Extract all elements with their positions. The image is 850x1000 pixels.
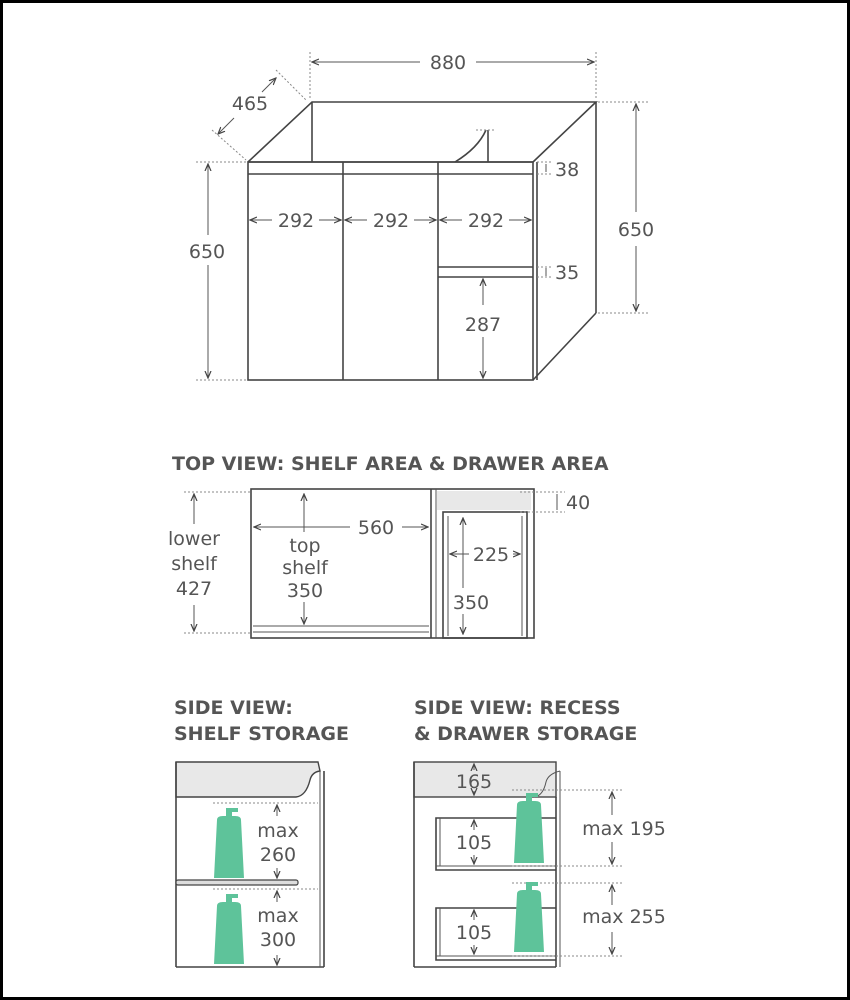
top-view-title: TOP VIEW: SHELF AREA & DRAWER AREA bbox=[172, 453, 609, 475]
lower-shelf-label-1: lower bbox=[168, 528, 220, 550]
bottle-icon-upper bbox=[214, 808, 244, 878]
dim-drawer-width: 225 bbox=[472, 544, 510, 566]
lower-shelf-label-2: shelf bbox=[171, 553, 217, 575]
dim-drawer-depth: 350 bbox=[452, 592, 490, 614]
shelf-upper-value: 260 bbox=[259, 844, 297, 866]
dim-upper-drawer: 105 bbox=[455, 832, 493, 854]
top-view bbox=[168, 453, 609, 638]
bottle-icon-upper-drawer bbox=[514, 793, 544, 863]
side-shelf-title-2: SHELF STORAGE bbox=[174, 723, 349, 745]
dim-door-3: 292 bbox=[467, 210, 505, 232]
bottle-icon-lower-drawer bbox=[514, 882, 544, 952]
dim-width: 880 bbox=[429, 52, 467, 74]
side-shelf-title-1: SIDE VIEW: bbox=[174, 697, 293, 719]
shelf-upper-label: max bbox=[257, 820, 299, 842]
bottle-icon-lower bbox=[214, 894, 244, 964]
dim-height-left: 650 bbox=[188, 241, 226, 263]
dim-lower-max: max 255 bbox=[582, 906, 666, 928]
dim-door-2: 292 bbox=[372, 210, 410, 232]
dim-lower-drawer: 105 bbox=[455, 922, 493, 944]
front-view bbox=[189, 52, 654, 380]
shelf-lower-value: 300 bbox=[259, 929, 297, 951]
side-view-shelf bbox=[174, 697, 349, 967]
dim-recess: 165 bbox=[455, 771, 493, 793]
dim-top-rail: 38 bbox=[555, 159, 580, 181]
shelf-lower-label: max bbox=[257, 905, 299, 927]
lower-shelf-value: 427 bbox=[175, 578, 213, 600]
dim-drawer-offset: 40 bbox=[566, 492, 591, 514]
dim-depth: 465 bbox=[231, 93, 269, 115]
dim-drawer-rail: 35 bbox=[555, 262, 580, 284]
dim-door-1: 292 bbox=[277, 210, 315, 232]
dim-height-right: 650 bbox=[617, 219, 655, 241]
side-view-drawer bbox=[414, 697, 666, 967]
dim-shelf-width: 560 bbox=[357, 517, 395, 539]
side-drawer-title-1: SIDE VIEW: RECESS bbox=[414, 697, 621, 719]
dim-upper-max: max 195 bbox=[582, 818, 666, 840]
top-shelf-label-2: shelf bbox=[282, 557, 328, 579]
dim-drawer-height: 287 bbox=[464, 314, 502, 336]
side-drawer-title-2: & DRAWER STORAGE bbox=[414, 723, 638, 745]
top-shelf-label-1: top bbox=[289, 535, 321, 557]
top-shelf-value: 350 bbox=[286, 580, 324, 602]
